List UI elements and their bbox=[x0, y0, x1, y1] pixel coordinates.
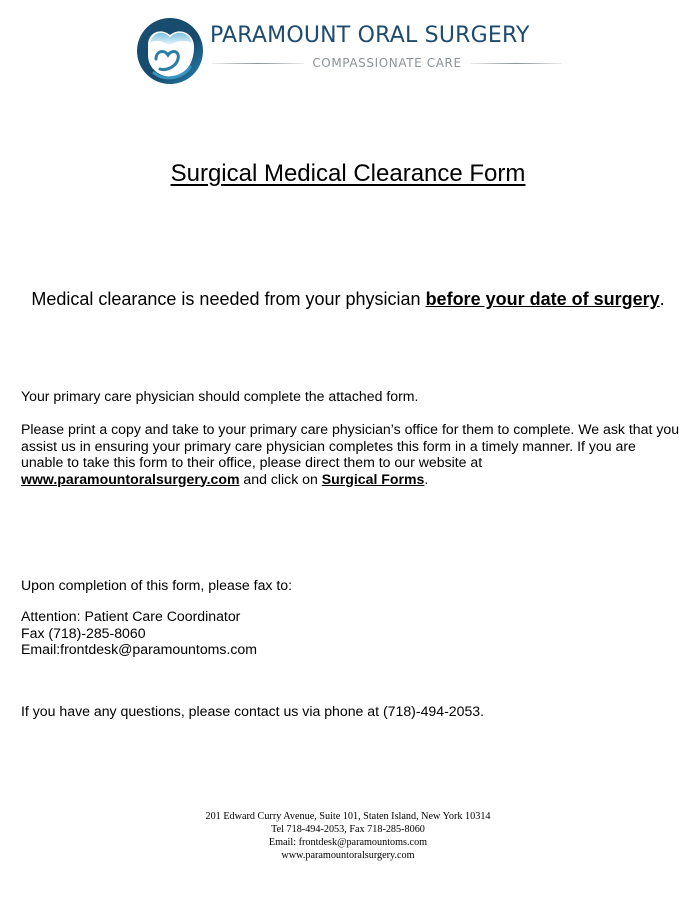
page-title bbox=[0, 160, 696, 188]
tagline-row bbox=[212, 55, 562, 71]
email-line: Email:frontdesk@paramountoms.com bbox=[21, 641, 257, 657]
website-link[interactable]: www.paramountoralsurgery.com bbox=[21, 470, 240, 487]
fax-line: Fax (718)-285-8060 bbox=[21, 624, 146, 641]
p2-middle: and click on bbox=[239, 470, 322, 487]
surgical-forms-link[interactable]: Surgical Forms bbox=[321, 470, 425, 487]
footer-address: 201 Edward Curry Avenue, Suite 101, Staten Island, New York 10314 bbox=[205, 811, 491, 822]
footer bbox=[0, 810, 696, 862]
contact-block bbox=[21, 608, 681, 658]
practice-tagline: COMPASSIONATE CARE bbox=[312, 56, 462, 70]
p2-text: Please print a copy and take to your primary care physician’s office for them to complete. We ask that you assist us in ensuring your primary care physician completes this form in a timely manner. If you are unable to take this form to their office, please direct them to our website at bbox=[21, 421, 680, 470]
practice-logo bbox=[132, 12, 572, 92]
tooth-heart-logo-icon bbox=[134, 15, 206, 87]
fax-instruction: Upon completion of this form, please fax to: bbox=[21, 577, 293, 593]
page-title-text: Surgical Medical Clearance Form bbox=[170, 160, 526, 187]
footer-website: www.paramountoralsurgery.com bbox=[281, 850, 415, 861]
notice-emphasis: before your date of surgery bbox=[425, 289, 660, 309]
instruction-paragraph-2 bbox=[21, 421, 681, 487]
practice-name: PARAMOUNT ORAL SURGERY bbox=[210, 23, 530, 48]
footer-email: Email: frontdesk@paramountoms.com bbox=[268, 837, 428, 848]
p2-end: . bbox=[424, 470, 429, 487]
tagline-divider-left bbox=[212, 63, 304, 64]
instruction-paragraph-1: Your primary care physician should complete the attached form. bbox=[21, 388, 419, 404]
questions-paragraph: If you have any questions, please contact us via phone at (718)-494-2053. bbox=[21, 703, 485, 719]
tagline-divider-right bbox=[470, 63, 562, 64]
notice-prefix: Medical clearance is needed from your physician bbox=[31, 289, 426, 309]
clearance-notice bbox=[0, 289, 696, 310]
footer-phones: Tel 718-494-2053, Fax 718-285-8060 bbox=[271, 824, 425, 835]
notice-suffix: . bbox=[659, 289, 665, 309]
attention-line: Attention: Patient Care Coordinator bbox=[21, 608, 241, 624]
